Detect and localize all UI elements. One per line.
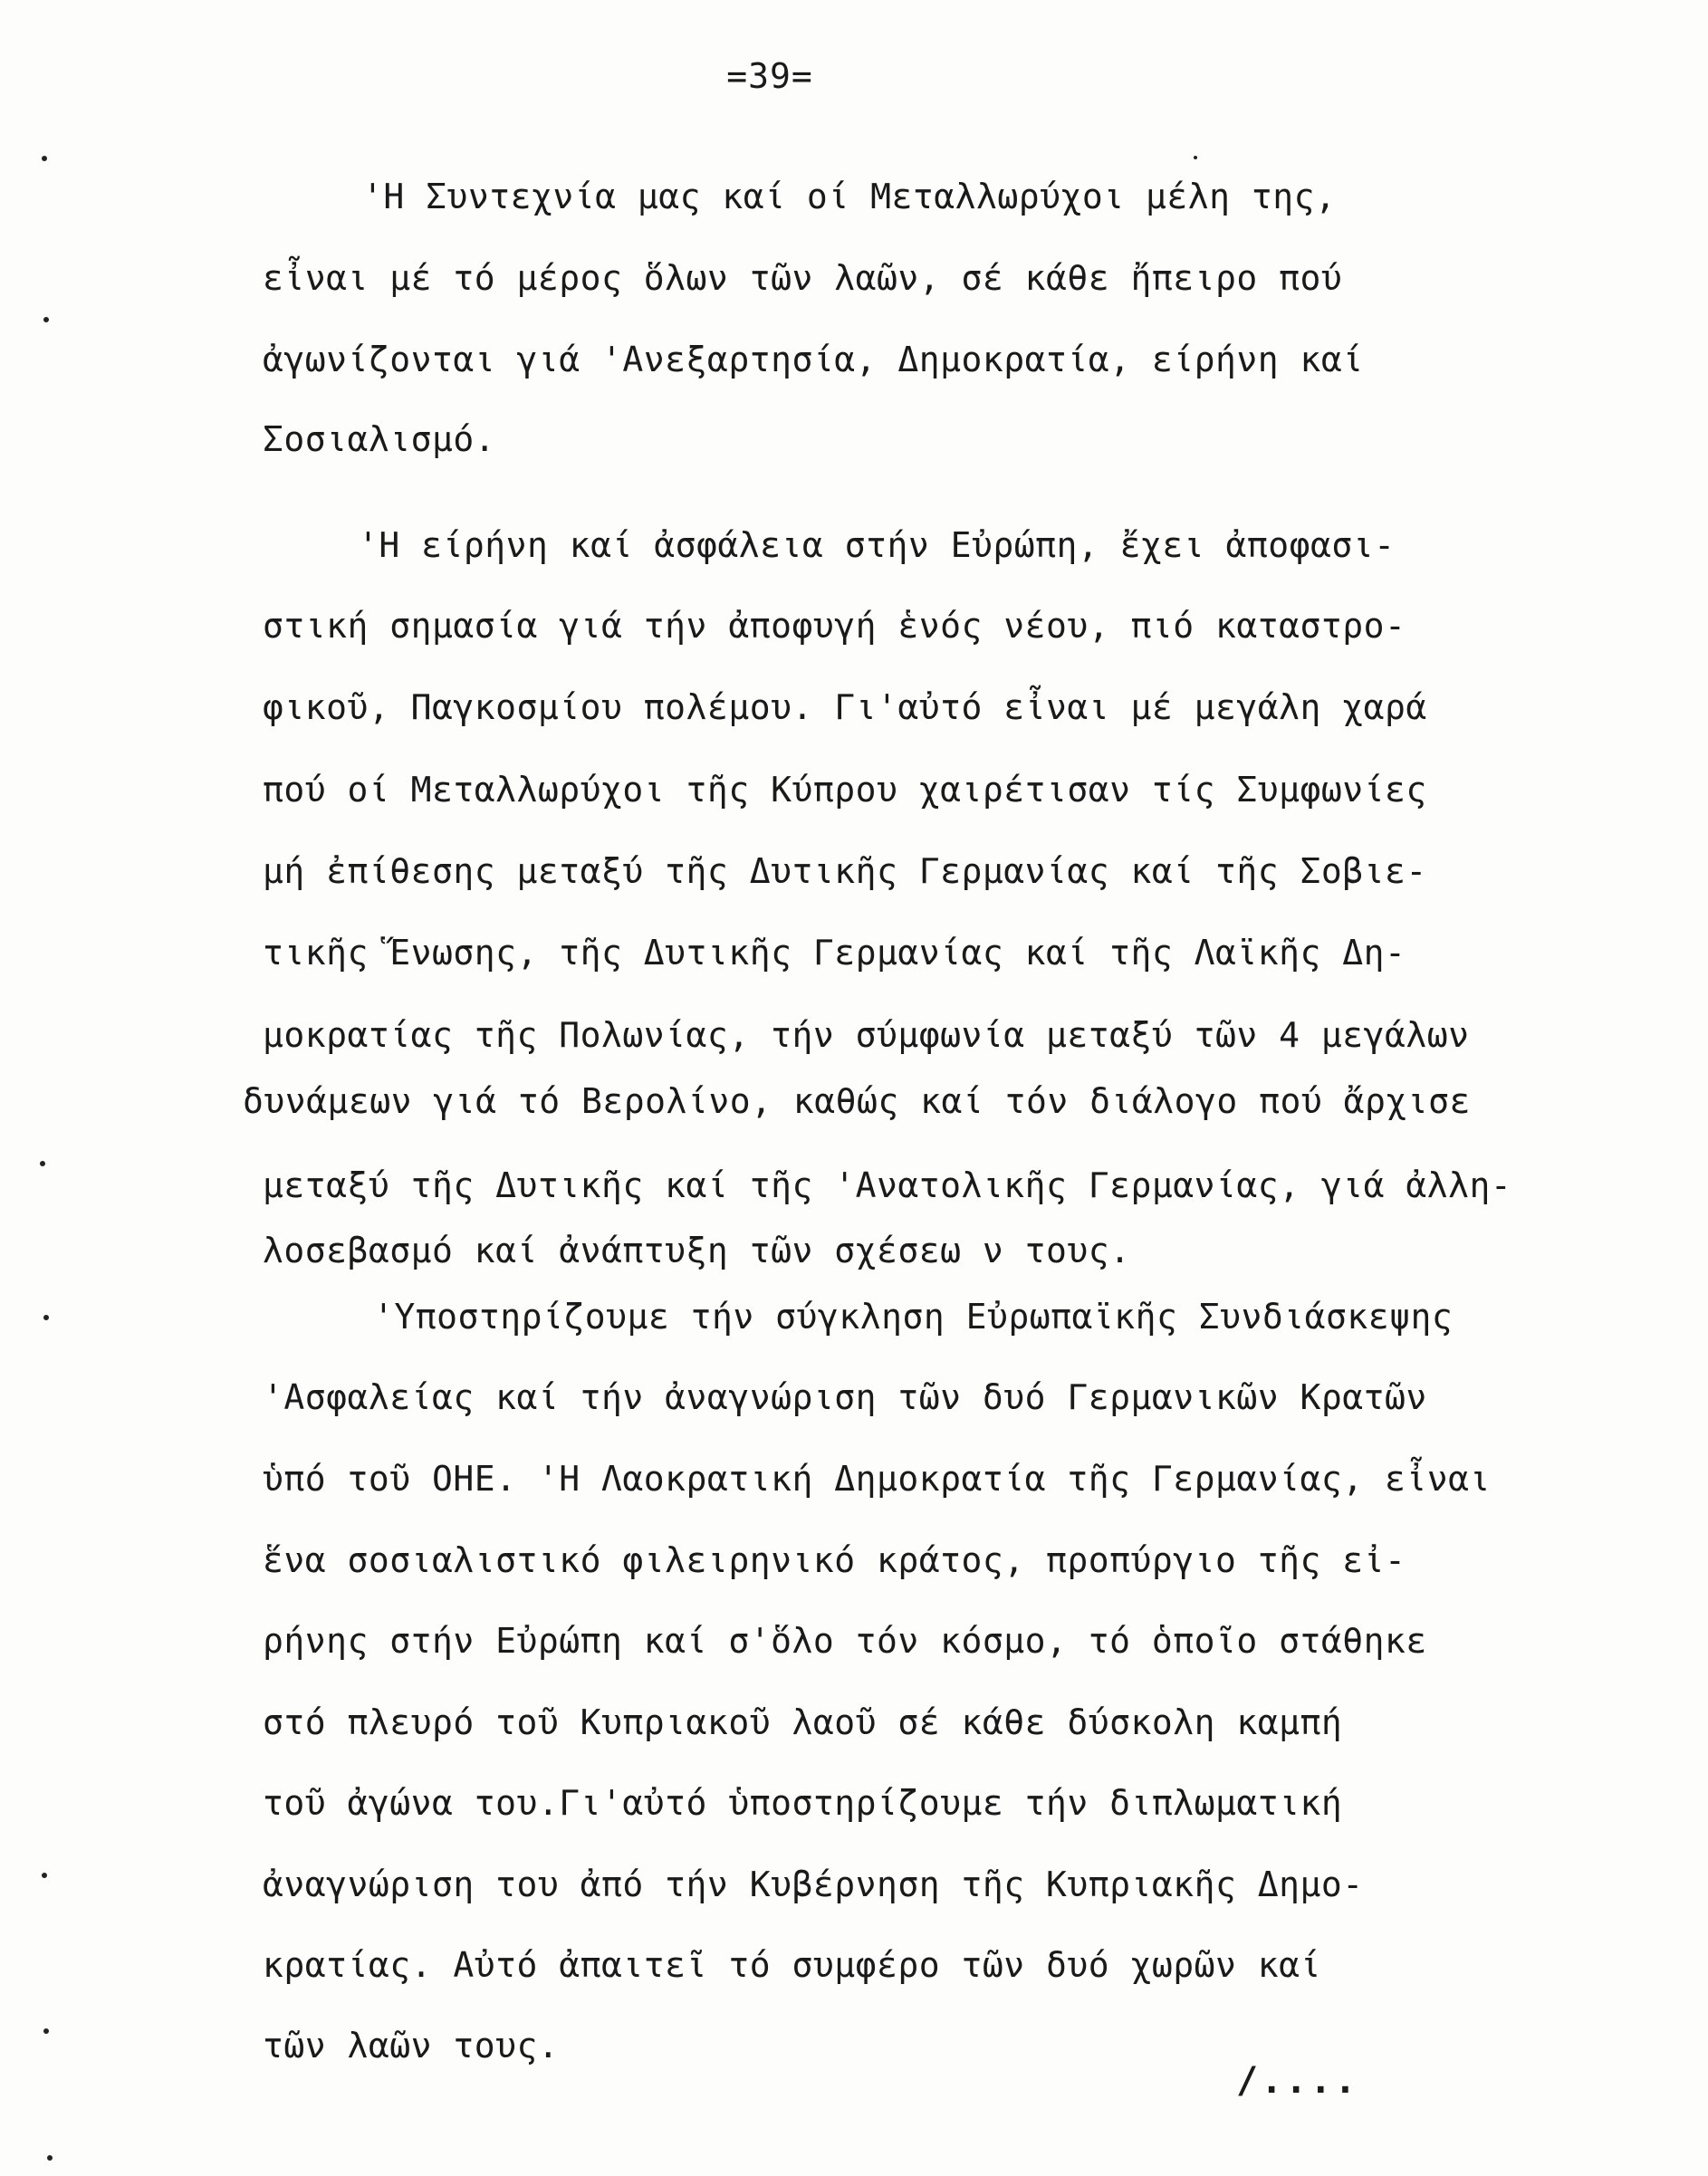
scan-speck	[43, 2028, 49, 2034]
text-line: ἀναγνώριση του ἀπό τήν Κυβέρνηση τῆς Κυπριακῆς Δημο-	[263, 1864, 1364, 1904]
page-number: =39=	[726, 56, 813, 96]
text-line: στική σημασία γιά τήν ἀποφυγή ἑνός νέου, πιό καταστρο-	[263, 606, 1406, 646]
text-line: εἶναι μέ τό μέρος ὅλων τῶν λαῶν, σέ κάθε ἤπειρο πού	[263, 258, 1343, 298]
scan-speck	[1194, 156, 1197, 159]
text-line: μοκρατίας τῆς Πολωνίας, τήν σύμφωνία μεταξύ τῶν 4 μεγάλων	[263, 1015, 1470, 1055]
text-line: κρατίας. Αὐτό ἀπαιτεῖ τό συμφέρο τῶν δυό χωρῶν καί	[263, 1945, 1321, 1985]
text-line: ρήνης στήν Εὐρώπη καί σ'ὅλο τόν κόσμο, τό ὁποῖο στάθηκε	[263, 1621, 1427, 1661]
scan-speck	[43, 317, 49, 322]
continuation-mark: /....	[1236, 2060, 1359, 2102]
scan-speck	[43, 1315, 49, 1320]
scan-speck	[42, 156, 47, 161]
text-line: λοσεβασμό καί ἀνάπτυξη τῶν σχέσεω ν τους.	[263, 1231, 1131, 1270]
text-line: τικῆς Ἕνωσης, τῆς Δυτικῆς Γερμανίας καί τῆς Λαϊκῆς Δη-	[263, 933, 1406, 973]
text-line: 'Υποστηρίζουμε τήν σύγκληση Εὐρωπαϊκῆς Συνδιάσκεψης	[373, 1297, 1454, 1337]
text-line: ἕνα σοσιαλιστικό φιλειρηνικό κράτος, προπύργιο τῆς εἰ-	[263, 1540, 1406, 1580]
text-line: 'Ασφαλείας καί τήν ἀναγνώριση τῶν δυό Γερμανικῶν Κρατῶν	[263, 1377, 1427, 1417]
scan-speck	[42, 1873, 47, 1878]
text-line: τῶν λαῶν τους.	[263, 2026, 560, 2066]
text-line: μή ἐπίθεσης μεταξύ τῆς Δυτικῆς Γερμανίας καί τῆς Σοβιε-	[263, 851, 1427, 891]
text-line: φικοῦ, Παγκοσμίου πολέμου. Γι'αὐτό εἶναι μέ μεγάλη χαρά	[263, 687, 1427, 727]
text-line: στό πλευρό τοῦ Κυπριακοῦ λαοῦ σέ κάθε δύσκολη καμπή	[263, 1702, 1343, 1742]
text-line: ὑπό τοῦ ΟΗΕ. 'Η Λαοκρατική Δημοκρατία τῆς Γερμανίας, εἶναι	[263, 1459, 1491, 1499]
text-line: μεταξύ τῆς Δυτικῆς καί τῆς 'Ανατολικῆς Γερμανίας, γιά ἀλλη-	[263, 1165, 1512, 1205]
text-line: 'Η είρήνη καί ἀσφάλεια στήν Εὐρώπη, ἔχει ἀποφασι-	[358, 525, 1396, 565]
text-line: Σοσιαλισμό.	[263, 419, 496, 459]
text-line: πού οί Μεταλλωρύχοι τῆς Κύπρου χαιρέτισαν τίς Συμφωνίες	[263, 770, 1427, 810]
scan-speck	[47, 2155, 53, 2161]
text-line: 'Η Συντεχνία μας καί οί Μεταλλωρύχοι μέλη της,	[362, 177, 1337, 216]
text-line: τοῦ ἀγώνα του.Γι'αὐτό ὑποστηρίζουμε τήν διπλωματική	[263, 1783, 1343, 1823]
text-line: δυνάμεων γιά τό Βερολίνο, καθώς καί τόν διάλογο πού ἄρχισε	[243, 1081, 1471, 1121]
text-line: ἀγωνίζονται γιά 'Ανεξαρτησία, Δημοκρατία, είρήνη καί	[263, 340, 1364, 379]
scan-speck	[40, 1161, 45, 1166]
